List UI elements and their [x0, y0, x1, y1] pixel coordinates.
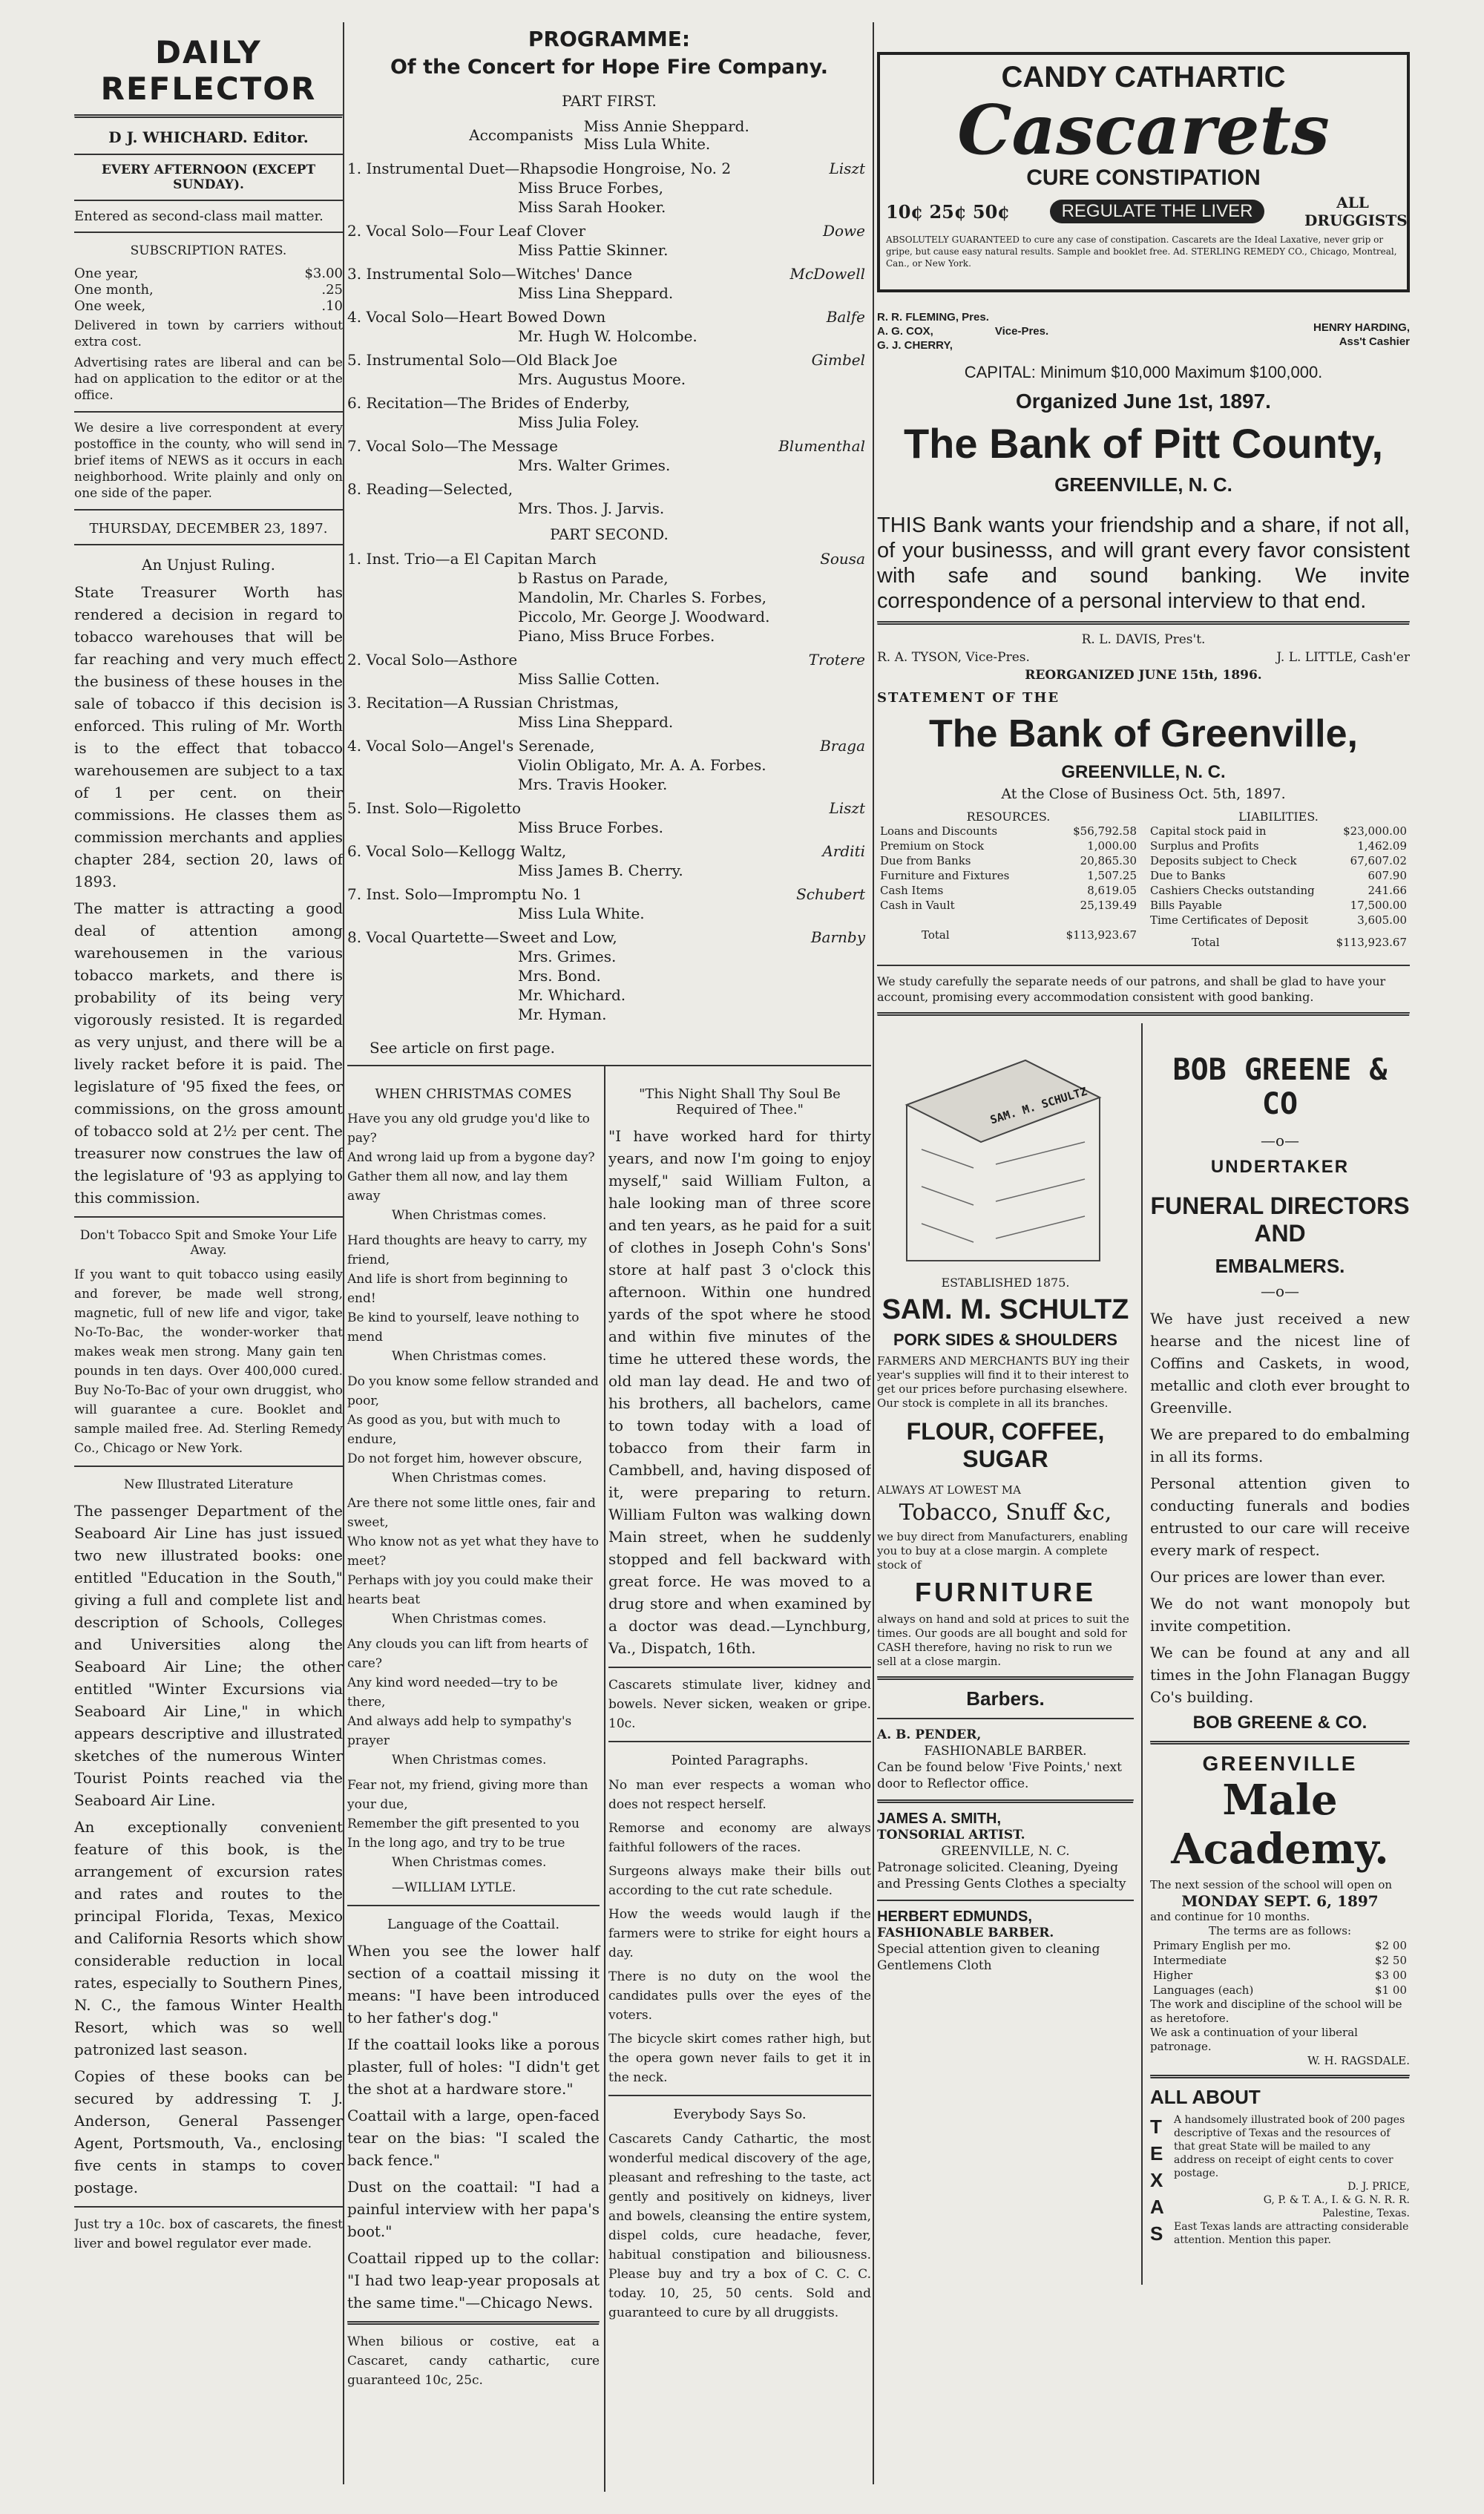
programme-item-composer: Arditi [822, 842, 865, 860]
table-cell: Time Certificates of Deposit [1150, 913, 1309, 927]
cascarets-brand: Cascarets [957, 90, 1330, 170]
programme-item-title: 7. Vocal Solo—The Message [347, 437, 558, 455]
building-sign: SAM. M. SCHULTZ [988, 1084, 1089, 1127]
article-paragraph: State Treasurer Worth has rendered a decision in regard to tobacco warehouses that will be far reaching and very much effect the business of these houses in the sale of tobacco if this decision is enforced. This ruling of Mr. Worth is to the effect that tobacco warehousemen are subject to a tax of 1 per cent. on their commissions. He classes them as commission merchants and applies chapter 284, section 20, laws of 1893. [74, 583, 343, 890]
table-cell: $2 50 [1375, 1954, 1407, 1967]
academy-name: Male Academy. [1171, 1776, 1389, 1874]
programme-item [347, 479, 871, 499]
table-cell: 17,500.00 [1350, 899, 1407, 912]
correspondent-note: We desire a live correspondent at every postoffice in the county, who will send in brief items of NEWS as it occurs in each neighborhood. Write plainly and only on one side of the paper. [74, 421, 343, 501]
schultz-established: ESTABLISHED 1875. [941, 1276, 1070, 1290]
table-cell: Intermediate [1153, 1954, 1227, 1967]
greenville-bank-name: The Bank of Greenville, [929, 712, 1358, 755]
tobacco-ad-title: Don't Tobacco Spit and Smoke Your Life Away. [79, 1228, 338, 1258]
programme-item [347, 693, 871, 712]
programme-item-title: 8. Vocal Quartette—Sweet and Low, [347, 928, 617, 946]
programme-performer: Miss Pattie Skinner. [518, 241, 669, 259]
programme-item-composer: Blumenthal [778, 437, 865, 455]
programme-item-composer: McDowell [789, 265, 865, 283]
table-cell: 1,000.00 [1087, 839, 1137, 853]
programme-item-title: 1. Inst. Trio—a El Capitan March [347, 550, 597, 568]
academy-ask: We ask a continuation of your liberal patronage. [1150, 2026, 1358, 2053]
article-paragraph: When you see the lower half section of a coattail missing it means: "I have been introduced to her father's dog." [347, 1942, 600, 2026]
article-paragraph: The bicycle skirt comes rather high, but the opera gown never fails to get it in the neck. [608, 2032, 871, 2085]
table-cell: Premium on Stock [880, 839, 985, 853]
cascarets-regulate: REGULATE THE LIVER [1050, 200, 1265, 223]
academy-discipline: The work and discipline of the school will be as heretofore. [1150, 1998, 1402, 2025]
programme-item-composer: Sousa [820, 550, 865, 568]
coattail-title: Language of the Coattail. [387, 1917, 560, 1932]
greene-name: BOB GREENE & CO [1172, 1053, 1388, 1121]
pitt-organized: Organized June 1st, 1897. [1016, 390, 1271, 413]
poem-line: When Christmas comes. [392, 1471, 547, 1486]
table-cell: 8,619.05 [1087, 884, 1137, 897]
table-cell: 25,139.49 [1080, 899, 1137, 912]
this-night-title: "This Night Shall Thy Soul Be Required of Thee." [639, 1086, 841, 1117]
rate-row: One week, .10 [74, 298, 343, 314]
table-row [1150, 1938, 1410, 1953]
programme-performer: Mrs. Walter Grimes. [518, 456, 671, 474]
table-row [877, 853, 1140, 868]
literature-title: New Illustrated Literature [123, 1477, 294, 1492]
programme-item [347, 841, 871, 861]
poem-line: Hard thoughts are heavy to carry, my friend, [347, 1233, 587, 1267]
poem-line: And life is short from beginning to end! [347, 1272, 568, 1306]
programme-item [347, 436, 871, 456]
greene-ad: BOB GREENE & CO —o— UNDERTAKER FUNERAL DIRECTORS AND EMBALMERS. —o— We have just received a new hearse and the nicest line of Coffins and Caskets, in wood, metallic and cloth ever brought to Greenville. We are prepared to do embalming in all its forms. Personal attention given to conducting funerals and bodies entrusted to our care will receive every mark of respect. Our prices are lower than ever. We do not want monopoly but invite competition. We can be found at any and all times in the John Flanagan Buggy Co's building. BOB GREENE & CO. GREENVILLE Male Academy. The next session of the school will open on MONDAY SEPT. 6, 1897 and continue for 10 months. The terms are as follows: Primary English per mo. $2 00 Intermediate $2 50 Higher $3 00 Languages (each) $1 00 The work and discipline of the school will be as heretofore. We ask a continuation of your liberal patronage. W. H. RAGSDALE. ALL ABOUT T E X A S A handsomely illustrated book of 200 pages descriptive of Texas and the resources of that great State will be mailed to any address on receipt of eight cents to cover postage. D. J. PRICE, G, P. & T. A., I. & G. N. R. R. Palestine, Texas. East Texas lands are attracting considerable attention. Mention this paper. [1150, 1053, 1410, 2246]
cascarets-cure: CURE CONSTIPATION [1026, 165, 1261, 190]
programme-performer: Mr. Hyman. [518, 1005, 607, 1023]
academy-cont: and continue for 10 months. [1150, 1910, 1310, 1923]
programme-item [347, 221, 871, 240]
table-row [1147, 824, 1410, 838]
poem-line: Remember the gift presented to you [347, 1816, 580, 1831]
programme-item-title: 2. Vocal Solo—Asthore [347, 651, 518, 669]
table-row [1150, 1953, 1410, 1968]
table-cell: Cashiers Checks outstanding [1150, 884, 1315, 897]
subscription-rates [74, 266, 343, 315]
programme-performer: Mrs. Thos. J. Jarvis. [518, 499, 665, 517]
programme-item-composer: Balfe [826, 308, 865, 326]
programme-performer: Mrs. Bond. [518, 967, 601, 985]
poem-line: Have you any old grudge you'd like to pay? [347, 1112, 590, 1146]
greene-paragraph: We do not want monopoly but invite competition. [1150, 1595, 1410, 1635]
programme-item [347, 736, 871, 755]
article-paragraph: An exceptionally convenient feature of this book, is the arrangement of excursion rates and rates and routes to the principal Florida, Texas, Mexico and California Resorts which show considerable reduction in local rates, especially to Southern Pines, N. C., the famous Winter Health Resort, which was so well patronized last season. [74, 1818, 343, 2058]
poem-line: When Christmas comes. [392, 1349, 547, 1364]
schultz-always: ALWAYS AT LOWEST MA [877, 1483, 1021, 1497]
table-cell: 241.66 [1368, 884, 1407, 897]
programme-performer: Piccolo, Mr. George J. Woodward. [518, 608, 770, 626]
advertising-note: Advertising rates are liberal and can be had on application to the editor or at the office. [74, 355, 343, 403]
programme-item-title: 3. Instrumental Solo—Witches' Dance [347, 265, 633, 283]
table-row [877, 838, 1140, 853]
table-row [877, 883, 1140, 898]
table-row [1147, 853, 1410, 868]
poem-line: Do you know some fellow stranded and poor, [347, 1374, 599, 1408]
accompanists: Accompanists Miss Annie Sheppard. Miss Lula White. [469, 117, 749, 153]
table-cell: 20,865.30 [1080, 854, 1137, 867]
column-rule [343, 22, 344, 2484]
masthead-title: DAILY REFLECTOR [100, 34, 317, 107]
article-paragraph: The matter is attracting a good deal of attention among warehousemen in the various tobacco markets, and there is probability of its being very vigorously resisted. It is regarded as very unjust, and there will be a lively racket before it is paid. The legislature of '95 fixed the fees, or commissions, on the gross amount of tobacco sold at 2½ per cent. The treasurer now construes the law of the legislature of '93 as applying to this commission. [74, 899, 343, 1207]
table-cell: Cash Items [880, 884, 944, 897]
pender-ad: A. B. PENDER, FASHIONABLE BARBER. Can be found below 'Five Points,' next door to Reflector office. [877, 1727, 1122, 1791]
table-row [877, 868, 1140, 883]
table-cell: $2 00 [1375, 1939, 1407, 1952]
table-cell: 1,462.09 [1357, 839, 1407, 853]
academy-terms [1150, 1938, 1410, 1998]
greene-paragraph: We are prepared to do embalming in all its forms. [1150, 1425, 1410, 1466]
poem-line: In the long ago, and try to be true [347, 1836, 565, 1851]
table-cell: 3,605.00 [1357, 913, 1407, 927]
article-paragraph: The passenger Department of the Seaboard Air Line has just issued two new illustrated books: one entitled "Education in the South," giving a full and complete list and description of Schools, Colleges and Universities along the Seaboard Air Line; the other entitled "Winter Excursions via Seaboard Air Line," in which appears descriptive and illustrated sketches of the numerous Winter Tourist Points reached via the Seaboard Air Line. [74, 1502, 343, 1809]
programme-performer: Piano, Miss Bruce Forbes. [518, 627, 715, 645]
academy-text: The next session of the school will open on [1150, 1878, 1393, 1891]
table-row [1147, 913, 1410, 928]
part-second-heading: PART SECOND. [550, 525, 669, 543]
programme-item-title: 7. Inst. Solo—Impromptu No. 1 [347, 885, 582, 903]
column-rule [873, 22, 874, 2484]
article-paragraph: There is no duty on the wool the candidates pulls over the eyes of the voters. [608, 1969, 871, 2023]
table-cell: Bills Payable [1150, 899, 1222, 912]
everybody-title: Everybody Says So. [673, 2107, 807, 2122]
programme-performer: Mr. Hugh W. Holcombe. [518, 327, 697, 345]
programme-performer: Mr. Whichard. [518, 986, 626, 1004]
article-paragraph: How the weeds would laugh if the farmers were to strike for eight hours a day. [608, 1907, 871, 1960]
table-cell: Deposits subject to Check [1150, 854, 1297, 867]
programme-item [347, 928, 871, 947]
delivery-note: Delivered in town by carriers without extra cost. [74, 318, 343, 349]
table-cell: Cash in Vault [880, 899, 955, 912]
table-cell: Capital stock paid in [1150, 824, 1267, 838]
schultz-pork: PORK SIDES & SHOULDERS [893, 1330, 1117, 1349]
poem-line: As good as you, but with much to endure, [347, 1413, 561, 1447]
poem-line: Do not forget him, however obscure, [347, 1451, 582, 1466]
pitt-bank-name: The Bank of Pitt County, [903, 420, 1384, 467]
cascarets-ad [877, 52, 1410, 292]
programme-part-one [347, 159, 871, 522]
article-paragraph: Coattail with a large, open-faced tear on the bias: "I scaled the back fence." [347, 2107, 600, 2169]
rate-row: One year, $3.00 [74, 266, 343, 281]
programme-item [347, 159, 871, 178]
programme-item-composer: Gimbel [811, 351, 865, 369]
programme-performer: Miss Lina Sheppard. [518, 284, 674, 302]
column-two-left [347, 1076, 600, 2395]
everybody-text: Cascarets Candy Cathartic, the most wonderful medical discovery of the age, pleasant and refreshing to the taste, act gently and positively on kidneys, liver and bowels, cleansing the entire system, dispel colds, cure headache, fever, habitual constipation and biliousness. Please buy and try a box of C. C. C. today. 10, 25, 50 cents. Sold and guaranteed to cure by all druggists. [608, 2132, 871, 2320]
programme-performer: Miss Sallie Cotten. [518, 670, 660, 688]
tobacco-ad-text: If you want to quit tobacco using easily and forever, be made well strong, magnetic, full of new life and vigor, take No-To-Bac, the wonder-worker that makes weak men strong. Many gain ten pounds in ten days. Over 400,000 cured. Buy No-To-Bac of your own druggist, who will guarantee a cure. Booklet and sample mailed free. Ad. Sterling Remedy Co., Chicago or New York. [74, 1267, 343, 1456]
programme-part-two [347, 549, 871, 1028]
greene-paragraph: We have just received a new hearse and the nicest line of Coffins and Caskets, in wood, metallic and cloth ever brought to Greenville. [1150, 1310, 1410, 1417]
cascarets-top: CANDY CATHARTIC [1001, 61, 1286, 93]
table-cell: $23,000.00 [1343, 824, 1407, 838]
programme-performer: Mrs. Grimes. [518, 948, 617, 965]
texas-ad: T E X A S A handsomely illustrated book of 200 pages descriptive of Texas and the resources of that great State will be mailed to any address on receipt of eight cents to cover postage. D. J. PRICE, G, P. & T. A., I. & G. N. R. R. Palestine, Texas. East Texas lands are attracting considerable attention. Mention this paper. [1150, 2114, 1410, 2246]
academy-date: MONDAY SEPT. 6, 1897 [1181, 1892, 1379, 1910]
greenville-reorganized: REORGANIZED JUNE 15th, 1896. [1025, 668, 1262, 683]
programme-title: PROGRAMME: [528, 27, 691, 51]
programme-performer: b Rastus on Parade, [518, 569, 669, 587]
poem-line: Any kind word needed—try to be there, [347, 1676, 558, 1710]
column-ads [877, 22, 1410, 2492]
article-paragraph: Copies of these books can be secured by addressing T. J. Anderson, General Passenger Agent, Portsmouth, Va., enclosing five cents in stamps to cover postage. [74, 2067, 343, 2196]
poem-line: Gather them all now, and lay them away [347, 1169, 568, 1204]
programme-item-title: 3. Recitation—A Russian Christmas, [347, 694, 620, 712]
pointed-title: Pointed Paragraphs. [671, 1753, 809, 1768]
poem-line: When Christmas comes. [392, 1612, 547, 1627]
schultz-furniture: FURNITURE [915, 1577, 1096, 1607]
table-row [1147, 883, 1410, 898]
pitt-place: GREENVILLE, N. C. [1054, 473, 1232, 496]
schultz-ad [877, 1023, 1134, 1974]
academy-terms-head: The terms are as follows: [1208, 1924, 1352, 1937]
article-paragraph: If the coattail looks like a porous plaster, full of holes: "I didn't get the shot at a hardware store." [347, 2035, 600, 2098]
table-row [877, 898, 1140, 913]
table-cell: 1,507.25 [1087, 869, 1137, 882]
programme-performer: Miss Bruce Forbes. [518, 818, 663, 836]
academy-sign: W. H. RAGSDALE. [1307, 2054, 1410, 2067]
greene-paragraph: Our prices are lower than ever. [1150, 1568, 1386, 1586]
poem-line: When Christmas comes. [392, 1753, 547, 1768]
academy-town: GREENVILLE [1202, 1752, 1358, 1775]
poem-line: Any clouds you can lift from hearts of care? [347, 1637, 588, 1671]
poem-line: Fear not, my friend, giving more than your due, [347, 1778, 588, 1812]
poem-line: Are there not some little ones, fair and sweet, [347, 1496, 596, 1530]
programme-performer: Miss Julia Foley. [518, 413, 640, 431]
pitt-pitch: THIS Bank wants your friendship and a share, if not all, of your businesss, and will grant every favor consistent with safe and sound banking. We invite correspondence of a personal interview to that end. [877, 513, 1410, 613]
resources-total: Total $113,923.67 [922, 928, 1137, 942]
greene-sign: BOB GREENE & CO. [1192, 1713, 1368, 1733]
schultz-text3: always on hand and sold at prices to suit the times. Our goods are all bought and sold for CASH therefore, having no risk to run we sell at a close margin. [877, 1612, 1129, 1668]
schultz-building-illustration [877, 1038, 1134, 1276]
schultz-tobacco: Tobacco, Snuff &c, [899, 1500, 1112, 1526]
poem-line: Perhaps with joy you could make their hearts beat [347, 1573, 593, 1607]
article-paragraph: Dust on the coattail: "I had a painful interview with her papa's boot." [347, 2178, 600, 2240]
programme-item-title: 5. Instrumental Solo—Old Black Joe [347, 351, 618, 369]
entered-line: Entered as second-class mail matter. [74, 209, 324, 224]
smith-ad: JAMES A. SMITH, TONSORIAL ARTIST. GREENVILLE, N. C. Patronage solicited. Cleaning, Dyeing and Pressing Gents Clothes a specialty [877, 1811, 1126, 1891]
greenville-statement: STATEMENT OF THE [877, 690, 1060, 706]
table-cell: Higher [1153, 1969, 1193, 1982]
greenville-place: GREENVILLE, N. C. [1061, 762, 1226, 782]
table-row [1150, 1983, 1410, 1998]
poem-line: And always add help to sympathy's prayer [347, 1714, 572, 1748]
lower-ads [877, 1023, 1410, 2285]
table-cell: 607.90 [1368, 869, 1407, 882]
dateline: THURSDAY, DECEMBER 23, 1897. [89, 521, 328, 536]
greene-role1: UNDERTAKER [1210, 1157, 1350, 1177]
programme-item-composer: Braga [820, 737, 865, 755]
cascarets-footer: Just try a 10c. box of cascarets, the finest liver and bowel regulator ever made. [74, 2217, 343, 2251]
schultz-name: SAM. M. SCHULTZ [881, 1294, 1129, 1325]
programme-item-composer: Trotere [808, 651, 865, 669]
poem-line: When Christmas comes. [392, 1208, 547, 1223]
greenville-statement-table: RESOURCES. Loans and Discounts $56,792.58 Premium on Stock 1,000.00 Due from Banks 20,865.30 Furniture and Fixtures 1,507.25 Cash Items 8,619.05 Cash in Vault 25,139.49 Total $113,923.67 LIABILITIES. Capital stock paid in $23,000.00 Surplus and Profits 1,462.09 Deposits subject to Check 67,607.02 Due to Banks 607.90 Cashiers Checks outstanding 241.66 Bills Payable 17,500.00 Time Certificates of Deposit 3,605.00 Total $113,923.67 [877, 810, 1410, 950]
programme-item-composer: Liszt [829, 799, 865, 817]
greenville-footer: We study carefully the separate needs of our patrons, and shall be glad to have your account, promising every accommodation consistent with good banking. [877, 974, 1386, 1004]
article-paragraph: Remorse and economy are always faithful followers of the races. [608, 1821, 871, 1855]
rate-row: One month, .25 [74, 282, 343, 298]
table-cell: Loans and Discounts [880, 824, 998, 838]
programme-item-title: 6. Recitation—The Brides of Enderby, [347, 394, 630, 412]
subscription-heading: SUBSCRIPTION RATES. [130, 243, 287, 258]
programme-performer: Mandolin, Mr. Charles S. Forbes, [518, 588, 766, 606]
programme-performer: Miss Lula White. [518, 905, 645, 922]
cascarets-all: ALL DRUGGISTS [1304, 194, 1408, 229]
programme-item-title: 4. Vocal Solo—Angel's Serenade, [347, 737, 595, 755]
schultz-text2: we buy direct from Manufacturers, enabling you to buy at a close margin. A complete stock of [877, 1530, 1128, 1572]
programme-item-title: 6. Vocal Solo—Kellogg Waltz, [347, 842, 567, 860]
programme-item [347, 393, 871, 413]
table-cell: $3 00 [1375, 1969, 1407, 1982]
programme-performer: Miss Lina Sheppard. [518, 713, 674, 731]
column-two [347, 22, 871, 2492]
programme-item [347, 350, 871, 370]
programme-subtitle: Of the Concert for Hope Fire Company. [390, 56, 829, 79]
table-cell: Primary English per mo. [1153, 1939, 1291, 1952]
table-cell: Languages (each) [1153, 1983, 1254, 1997]
programme-item-title: 4. Vocal Solo—Heart Bowed Down [347, 308, 606, 326]
liabilities-table [1147, 824, 1410, 928]
table-row [1150, 1968, 1410, 1983]
programme-item-title: 2. Vocal Solo—Four Leaf Clover [347, 222, 586, 240]
programme-performer: Miss Bruce Forbes, [518, 179, 663, 197]
article-paragraph: No man ever respects a woman who does not respect herself. [608, 1778, 871, 1812]
greene-paragraph: We can be found at any and all times in the John Flanagan Buggy Co's building. [1150, 1644, 1410, 1706]
resources-table [877, 824, 1140, 913]
article-paragraph: "I have worked hard for thirty years, and now I'm going to enjoy myself," said William Fulton, a hale looking man of three score and ten years, as he paid for a suit of clothes in Joseph Cohn's Sons' store at half past 3 o'clock this afternoon. Within one hundred yards of the spot where he stood and within five minutes of the time he uttered these words, the old man lay dead. He and two of his brothers, all bachelors, came to town today with a load of tobacco from their farm in Cambbell, and, having disposed of it, were preparing to return. William Fulton was walking down Main street, when he suddenly stopped and fell backward with great force. He was moved to a drug store and when examined by a doctor was dead.—Lynchburg, Va., Dispatch, 16th. [608, 1127, 871, 1657]
table-row [1147, 838, 1410, 853]
poem-line: When Christmas comes. [392, 1855, 547, 1870]
article-paragraph: Surgeons always make their bills out according to the cut rate schedule. [608, 1864, 871, 1898]
programme-item-composer: Barnby [810, 928, 865, 946]
table-cell: Furniture and Fixtures [880, 869, 1010, 882]
programme-item-composer: Schubert [796, 885, 865, 903]
table-cell: $56,792.58 [1073, 824, 1137, 838]
greene-role2: FUNERAL DIRECTORS AND [1150, 1192, 1410, 1247]
cascarets-footer: When bilious or costive, eat a Cascaret, candy cathartic, cure guaranteed 10c, 25c. [347, 2334, 600, 2388]
poem-line: —WILLIAM LYTLE. [392, 1880, 516, 1895]
programme-item [347, 264, 871, 283]
programme-item-title: 8. Reading—Selected, [347, 480, 513, 498]
programme-item [347, 549, 871, 568]
programme-item [347, 885, 871, 904]
article-paragraph: Coattail ripped up to the collar: "I had two leap-year proposals at the same time."—Chicago News. [347, 2249, 600, 2311]
cascarets-guarantee: ABSOLUTELY GUARANTEED to cure any case of constipation. Cascarets are the Ideal Laxative, never grip or gripe, but cause easy natural results. Sample and booklet free. Ad. STERLING REMEDY CO., Chicago, Montreal, Can., or New York. [886, 234, 1397, 269]
table-cell: Due from Banks [880, 854, 971, 867]
christmas-title: WHEN CHRISTMAS COMES [375, 1086, 572, 1102]
programme-performer: Mrs. Augustus Moore. [518, 370, 686, 388]
greenville-pres: R. L. DAVIS, Pres't. [1081, 632, 1206, 647]
programme-performer: Violin Obligato, Mr. A. A. Forbes. [518, 756, 766, 774]
poem-line: Who know not as yet what they have to meet? [347, 1535, 600, 1569]
cascarets-note: Cascarets stimulate liver, kidney and bowels. Never sicken, weaken or gripe. 10c. [608, 1678, 871, 1731]
greene-paragraph: Personal attention given to conducting funerals and bodies entrusted to our care will receive every mark of respect. [1150, 1474, 1410, 1559]
column-two-right [608, 1076, 871, 2327]
edmunds-ad: HERBERT EDMUNDS, FASHIONABLE BARBER. Special attention given to cleaning Gentlemens Cloth [877, 1909, 1100, 1973]
programme-item-title: 1. Instrumental Duet—Rhapsodie Hongroise, No. 2 [347, 160, 732, 177]
table-cell: Surplus and Profits [1150, 839, 1259, 853]
programme-item [347, 798, 871, 818]
programme-performer: Mrs. Travis Hooker. [518, 775, 668, 793]
column-one [74, 22, 343, 2492]
pitt-officers: R. R. FLEMING, Pres. A. G. COX, G. J. CHERRY, Vice-Pres. HENRY HARDING, Ass't Cashier [877, 311, 1410, 352]
texas-title: ALL ABOUT [1150, 2086, 1261, 2108]
table-cell: $1 00 [1375, 1983, 1407, 1997]
pitt-capital: CAPITAL: Minimum $10,000 Maximum $100,000. [964, 363, 1323, 381]
programme-item [347, 307, 871, 326]
schultz-flour: FLOUR, COFFEE, SUGAR [906, 1418, 1105, 1472]
schedule-line: EVERY AFTERNOON (EXCEPT SUNDAY). [101, 163, 316, 192]
programme-note: See article on first page. [370, 1039, 555, 1057]
schultz-text1: FARMERS AND MERCHANTS BUY ing their year's supplies will find it to their interest to get our prices before purchasing elsewhere. Our stock is complete in all its branches. [877, 1354, 1129, 1410]
table-row [877, 824, 1140, 838]
unjust-ruling-title: An Unjust Ruling. [142, 556, 275, 574]
cascarets-prices: 10¢ 25¢ 50¢ [886, 200, 1011, 223]
poem-line: And wrong laid up from a bygone day? [347, 1150, 595, 1165]
liabilities-total: Total $113,923.67 [1192, 936, 1407, 949]
programme-performer: Miss James B. Cherry. [518, 861, 683, 879]
christmas-poem [347, 1109, 600, 1897]
poem-line: Be kind to yourself, leave nothing to mend [347, 1310, 580, 1345]
programme-item-title: 5. Inst. Solo—Rigoletto [347, 799, 522, 817]
programme-item-composer: Liszt [829, 160, 865, 177]
programme-item [347, 650, 871, 669]
greenville-date: At the Close of Business Oct. 5th, 1897. [1001, 786, 1286, 802]
barbers-title: Barbers. [966, 1687, 1045, 1710]
table-cell: Due to Banks [1150, 869, 1226, 882]
greene-role3: EMBALMERS. [1215, 1255, 1345, 1277]
table-row [1147, 868, 1410, 883]
programme-performer: Miss Sarah Hooker. [518, 198, 666, 216]
programme-item-composer: Dowe [822, 222, 865, 240]
greenville-officers: R. A. TYSON, Vice-Pres. J. L. LITTLE, Cash'er [877, 650, 1410, 665]
table-row [1147, 898, 1410, 913]
table-cell: 67,607.02 [1350, 854, 1407, 867]
part-first-heading: PART FIRST. [562, 92, 657, 110]
editor-line: D J. WHICHARD. Editor. [108, 128, 309, 146]
